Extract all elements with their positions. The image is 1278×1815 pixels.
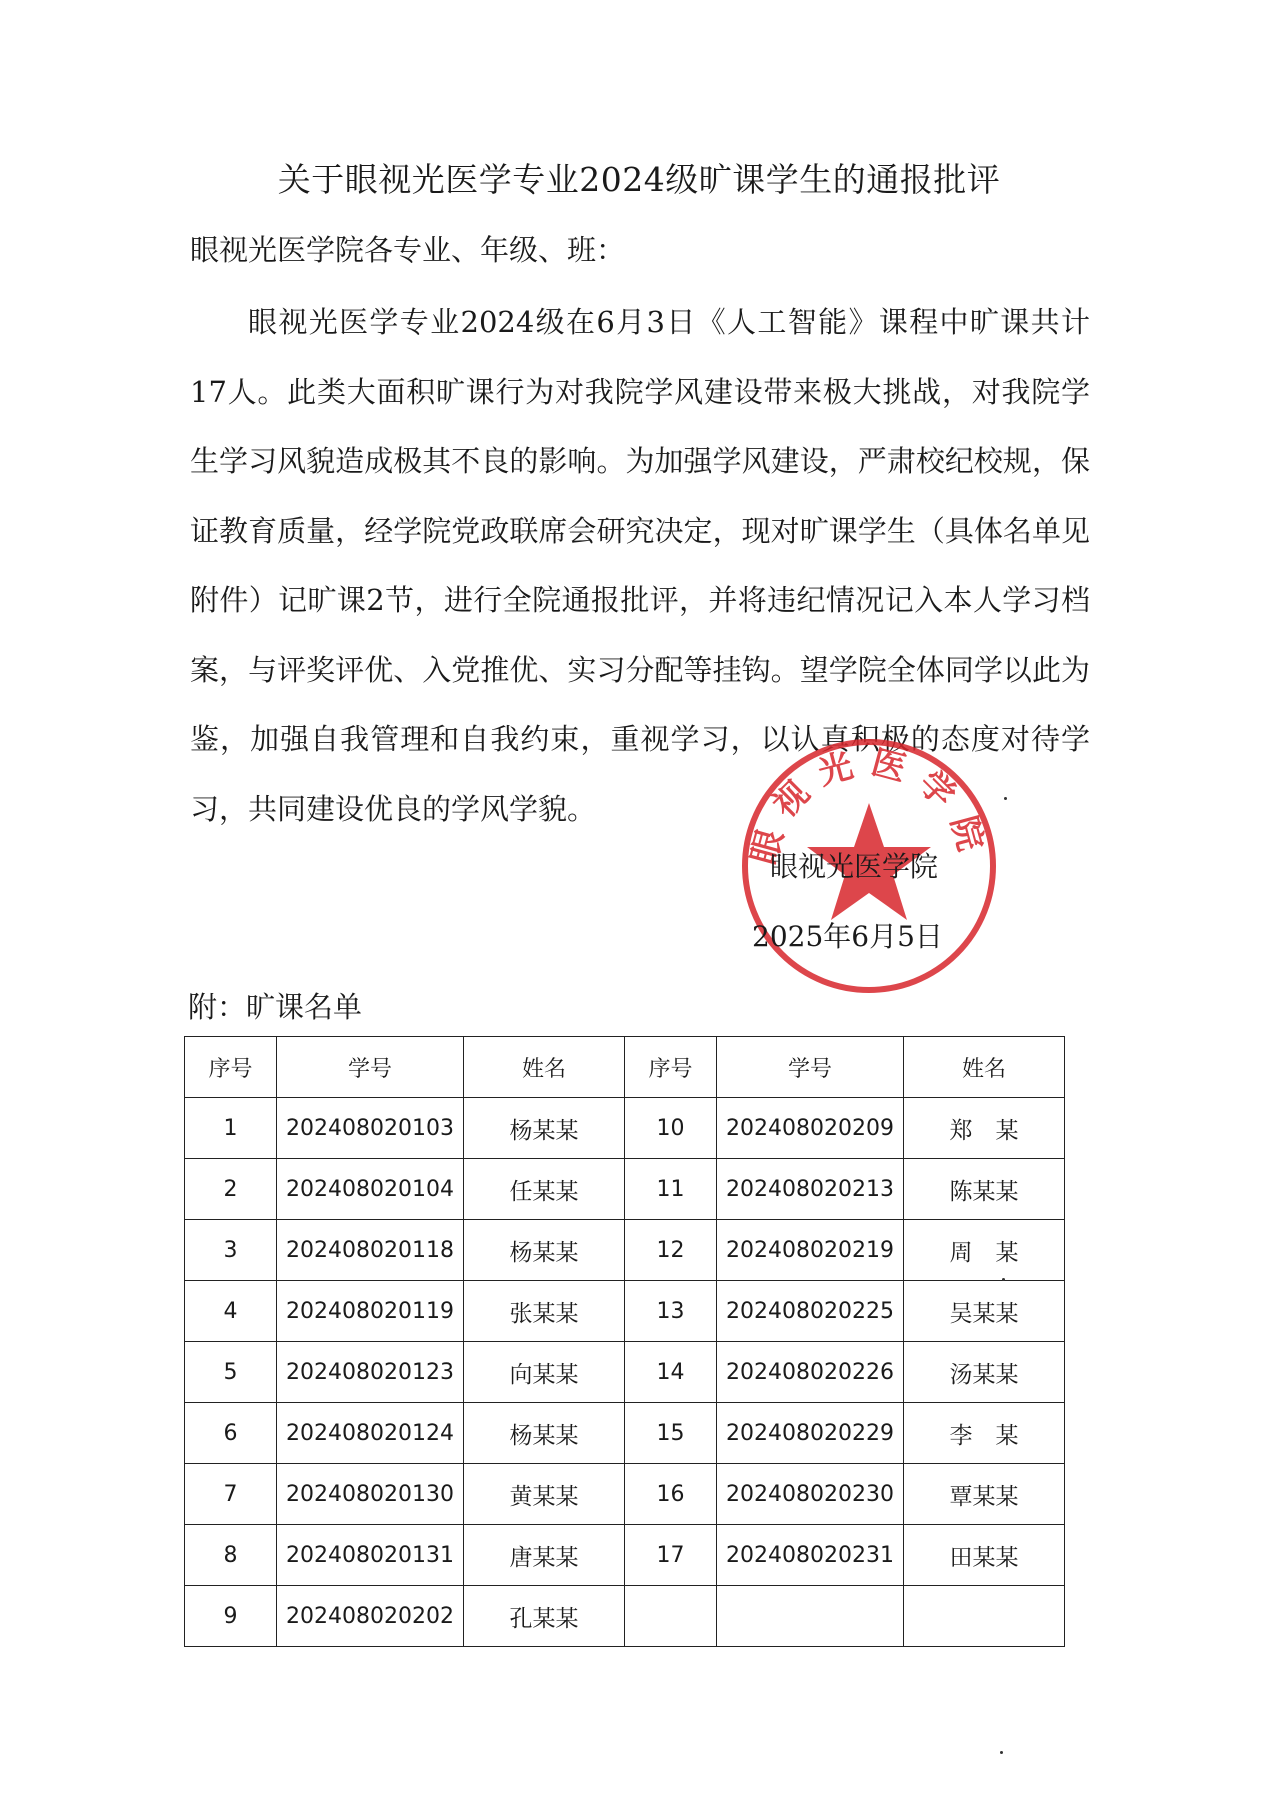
row-student-id: 202408020123: [277, 1342, 464, 1403]
row-seq: 9: [185, 1586, 277, 1647]
row-student-id: 202408020202: [277, 1586, 464, 1647]
scan-speck: [1000, 1751, 1003, 1754]
salutation: 眼视光医学院各专业、年级、班：: [190, 233, 626, 267]
row-student-id: 202408020103: [277, 1098, 464, 1159]
row-seq: 2: [185, 1159, 277, 1220]
row-seq: 17: [625, 1525, 717, 1586]
row-name: 孔某某: [464, 1586, 625, 1647]
row-student-id: 202408020104: [277, 1159, 464, 1220]
table-header-row: [185, 1037, 1065, 1098]
document-title: 关于眼视光医学专业2024级旷课学生的通报批评: [277, 160, 1001, 199]
scan-speck: [1002, 1278, 1005, 1281]
row-name: 任某某: [464, 1159, 625, 1220]
row-student-id: [717, 1586, 904, 1647]
row-seq: 1: [185, 1098, 277, 1159]
table-row: [185, 1586, 1065, 1647]
row-seq: 4: [185, 1281, 277, 1342]
row-name: 汤某某: [904, 1342, 1065, 1403]
row-seq: 11: [625, 1159, 717, 1220]
appendix-label: 附：旷课名单: [188, 990, 363, 1024]
row-student-id: 202408020230: [717, 1464, 904, 1525]
row-name: 唐某某: [464, 1525, 625, 1586]
column-header-name: 姓名: [464, 1037, 625, 1098]
row-seq: 13: [625, 1281, 717, 1342]
row-student-id: 202408020124: [277, 1403, 464, 1464]
row-student-id: 202408020118: [277, 1220, 464, 1281]
row-seq: 3: [185, 1220, 277, 1281]
row-name: 杨某某: [464, 1098, 625, 1159]
table-row: [185, 1220, 1065, 1281]
row-name: 黄某某: [464, 1464, 625, 1525]
row-seq: 15: [625, 1403, 717, 1464]
row-seq: 5: [185, 1342, 277, 1403]
column-header-seq: 序号: [185, 1037, 277, 1098]
table-row: [185, 1525, 1065, 1586]
row-name: 吴某某: [904, 1281, 1065, 1342]
row-name: 田某某: [904, 1525, 1065, 1586]
column-header-student-id: 学号: [277, 1037, 464, 1098]
row-seq: 10: [625, 1098, 717, 1159]
row-name: 杨某某: [464, 1403, 625, 1464]
notice-body: 眼视光医学专业2024级在6月3日《人工智能》课程中旷课共计17人。此类大面积旷课行为对我院学风建设带来极大挑战，对我院学生学习风貌造成极其不良的影响。为加强学风建设，严肃校纪校规，保证教育质量，经学院党政联席会研究决定，现对旷课学生（具体名单见附件）记旷课2节，进行全院通报批评，并将违纪情况记入本人学习档案，与评奖评优、入党推优、实习分配等挂钩。望学院全体同学以此为鉴，加强自我管理和自我约束，重视学习，以认真积极的态度对待学习，共同建设优良的学风学貌。: [190, 305, 1090, 826]
row-name: 向某某: [464, 1342, 625, 1403]
row-name: 杨某某: [464, 1220, 625, 1281]
row-seq: 14: [625, 1342, 717, 1403]
column-header-student-id: 学号: [717, 1037, 904, 1098]
table-row: [185, 1342, 1065, 1403]
column-header-name: 姓名: [904, 1037, 1065, 1098]
row-student-id: 202408020130: [277, 1464, 464, 1525]
table-row: [185, 1281, 1065, 1342]
row-name: 周 某: [904, 1220, 1065, 1281]
row-student-id: 202408020226: [717, 1342, 904, 1403]
row-student-id: 202408020209: [717, 1098, 904, 1159]
row-name: 张某某: [464, 1281, 625, 1342]
row-student-id: 202408020131: [277, 1525, 464, 1586]
column-header-seq: 序号: [625, 1037, 717, 1098]
row-student-id: 202408020119: [277, 1281, 464, 1342]
row-seq: 7: [185, 1464, 277, 1525]
seal-text: 眼视光医学院: [744, 742, 994, 869]
absence-roster-table: [184, 1036, 1065, 1647]
table-row: [185, 1464, 1065, 1525]
row-student-id: 202408020231: [717, 1525, 904, 1586]
row-name: 李 某: [904, 1403, 1065, 1464]
roster-body: [185, 1098, 1065, 1647]
row-seq: 12: [625, 1220, 717, 1281]
table-row: [185, 1098, 1065, 1159]
row-name: 陈某某: [904, 1159, 1065, 1220]
row-seq: 16: [625, 1464, 717, 1525]
row-name: [904, 1586, 1065, 1647]
signature-organization: 眼视光医学院: [770, 850, 939, 883]
row-name: 郑 某: [904, 1098, 1065, 1159]
table-row: [185, 1403, 1065, 1464]
row-student-id: 202408020219: [717, 1220, 904, 1281]
row-seq: [625, 1586, 717, 1647]
signature-date: 2025年6月5日: [752, 920, 943, 953]
row-student-id: 202408020213: [717, 1159, 904, 1220]
row-seq: 6: [185, 1403, 277, 1464]
row-student-id: 202408020229: [717, 1403, 904, 1464]
row-seq: 8: [185, 1525, 277, 1586]
row-name: 覃某某: [904, 1464, 1065, 1525]
table-row: [185, 1159, 1065, 1220]
row-student-id: 202408020225: [717, 1281, 904, 1342]
scan-speck: [1004, 797, 1007, 800]
